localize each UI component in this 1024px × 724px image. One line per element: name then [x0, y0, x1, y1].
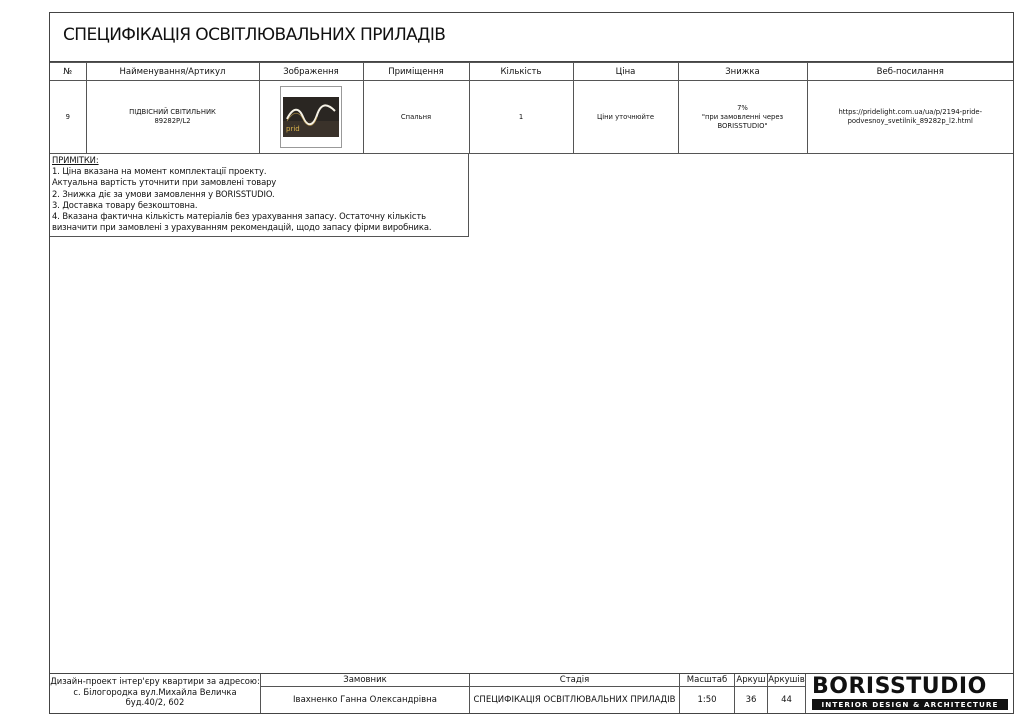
cell-discount — [678, 81, 807, 154]
discount-note-end: BORISSTUDIO" — [717, 121, 768, 130]
svg-text:prid: prid — [286, 125, 300, 133]
specification-table — [50, 62, 1013, 154]
product-link-line2[interactable]: podvesnoy_svetilnik_89282p_l2.html — [847, 117, 973, 125]
product-link-line1[interactable]: https://pridelight.com.ua/ua/p/2194-pride- — [838, 108, 983, 116]
sheets-header: Аркушів — [768, 675, 805, 685]
stage-cell — [470, 674, 680, 713]
sheet-value: 36 — [745, 694, 757, 705]
logo-name: BORISSTUDIO — [812, 674, 987, 699]
notes-block — [50, 154, 469, 237]
sheet-cell — [735, 674, 768, 713]
customer-header: Замовник — [261, 674, 469, 687]
note-line: Актуальна вартість уточнити при замовлені товару — [52, 177, 277, 188]
customer-name: Івахненко Ганна Олександрівна — [293, 694, 437, 705]
scale-cell — [680, 674, 735, 713]
cell-link[interactable] — [807, 81, 1013, 154]
sheets-value: 44 — [781, 694, 792, 705]
column-header-room: Приміщення — [363, 63, 469, 81]
product-article: 89282P/L2 — [154, 117, 191, 125]
scale-header: Масштаб — [680, 674, 734, 687]
note-line: 4. Вказана фактична кількість матеріалів без урахування запасу. Остаточну кількість — [52, 211, 426, 222]
studio-logo — [806, 674, 1013, 713]
table-row — [50, 81, 1013, 154]
note-line: визначити при замовлені з урахуванням рекомендацій, щодо запасу фірми виробника. — [52, 222, 432, 233]
column-header-link: Веб-посилання — [807, 63, 1013, 81]
logo-tagline: INTERIOR DESIGN & ARCHITECTURE — [812, 699, 1008, 710]
pendant-lamp-graphic — [283, 97, 339, 137]
discount-value: 7% — [737, 103, 748, 112]
column-header-name: Найменування/Артикул — [86, 63, 259, 81]
drawing-sheet — [49, 12, 1014, 714]
title-block — [50, 673, 1013, 713]
cell-price: Ціни уточнюйте — [573, 81, 678, 154]
sheet-header: Аркуш — [736, 675, 766, 685]
address-line: буд.40/2, 602 — [125, 697, 185, 707]
cell-name — [86, 81, 259, 154]
address-line: Дизайн-проект інтер'єру квартири за адресою: — [50, 676, 260, 686]
notes-heading: ПРИМІТКИ: — [52, 155, 99, 165]
note-line: 2. Знижка діє за умови замовлення у BORISSTUDIO. — [52, 188, 275, 199]
column-header-price: Ціна — [573, 63, 678, 81]
product-name: ПІДВІСНИЙ СВІТИЛЬНИК — [129, 108, 216, 116]
cell-quantity: 1 — [469, 81, 573, 154]
customer-cell — [261, 674, 470, 713]
page-title: СПЕЦИФІКАЦІЯ ОСВІТЛЮВАЛЬНИХ ПРИЛАДІВ — [63, 25, 446, 45]
stage-header: Стадія — [470, 674, 679, 687]
sheets-cell — [768, 674, 806, 713]
scale-value: 1:50 — [697, 694, 717, 705]
cell-image — [259, 81, 363, 154]
column-header-discount: Знижка — [678, 63, 807, 81]
stage-value: СПЕЦИФІКАЦІЯ ОСВІТЛЮВАЛЬНИХ ПРИЛАДІВ — [473, 694, 676, 705]
address-line: с. Білогородка вул.Михайла Величка — [73, 686, 237, 697]
column-header-number: № — [50, 63, 86, 81]
note-line: 1. Ціна вказана на момент комплектації проекту. — [52, 166, 267, 177]
pendant-lamp-photo-icon[interactable] — [280, 86, 342, 148]
note-line: 3. Доставка товару безкоштовна. — [52, 199, 198, 210]
column-header-quantity: Кількість — [469, 63, 573, 81]
table-header-row — [50, 63, 1013, 81]
column-header-image: Зображення — [259, 63, 363, 81]
cell-room: Спальня — [363, 81, 469, 154]
discount-note: "при замовленні через — [701, 112, 784, 121]
cell-number: 9 — [50, 81, 86, 154]
project-address — [50, 674, 261, 713]
